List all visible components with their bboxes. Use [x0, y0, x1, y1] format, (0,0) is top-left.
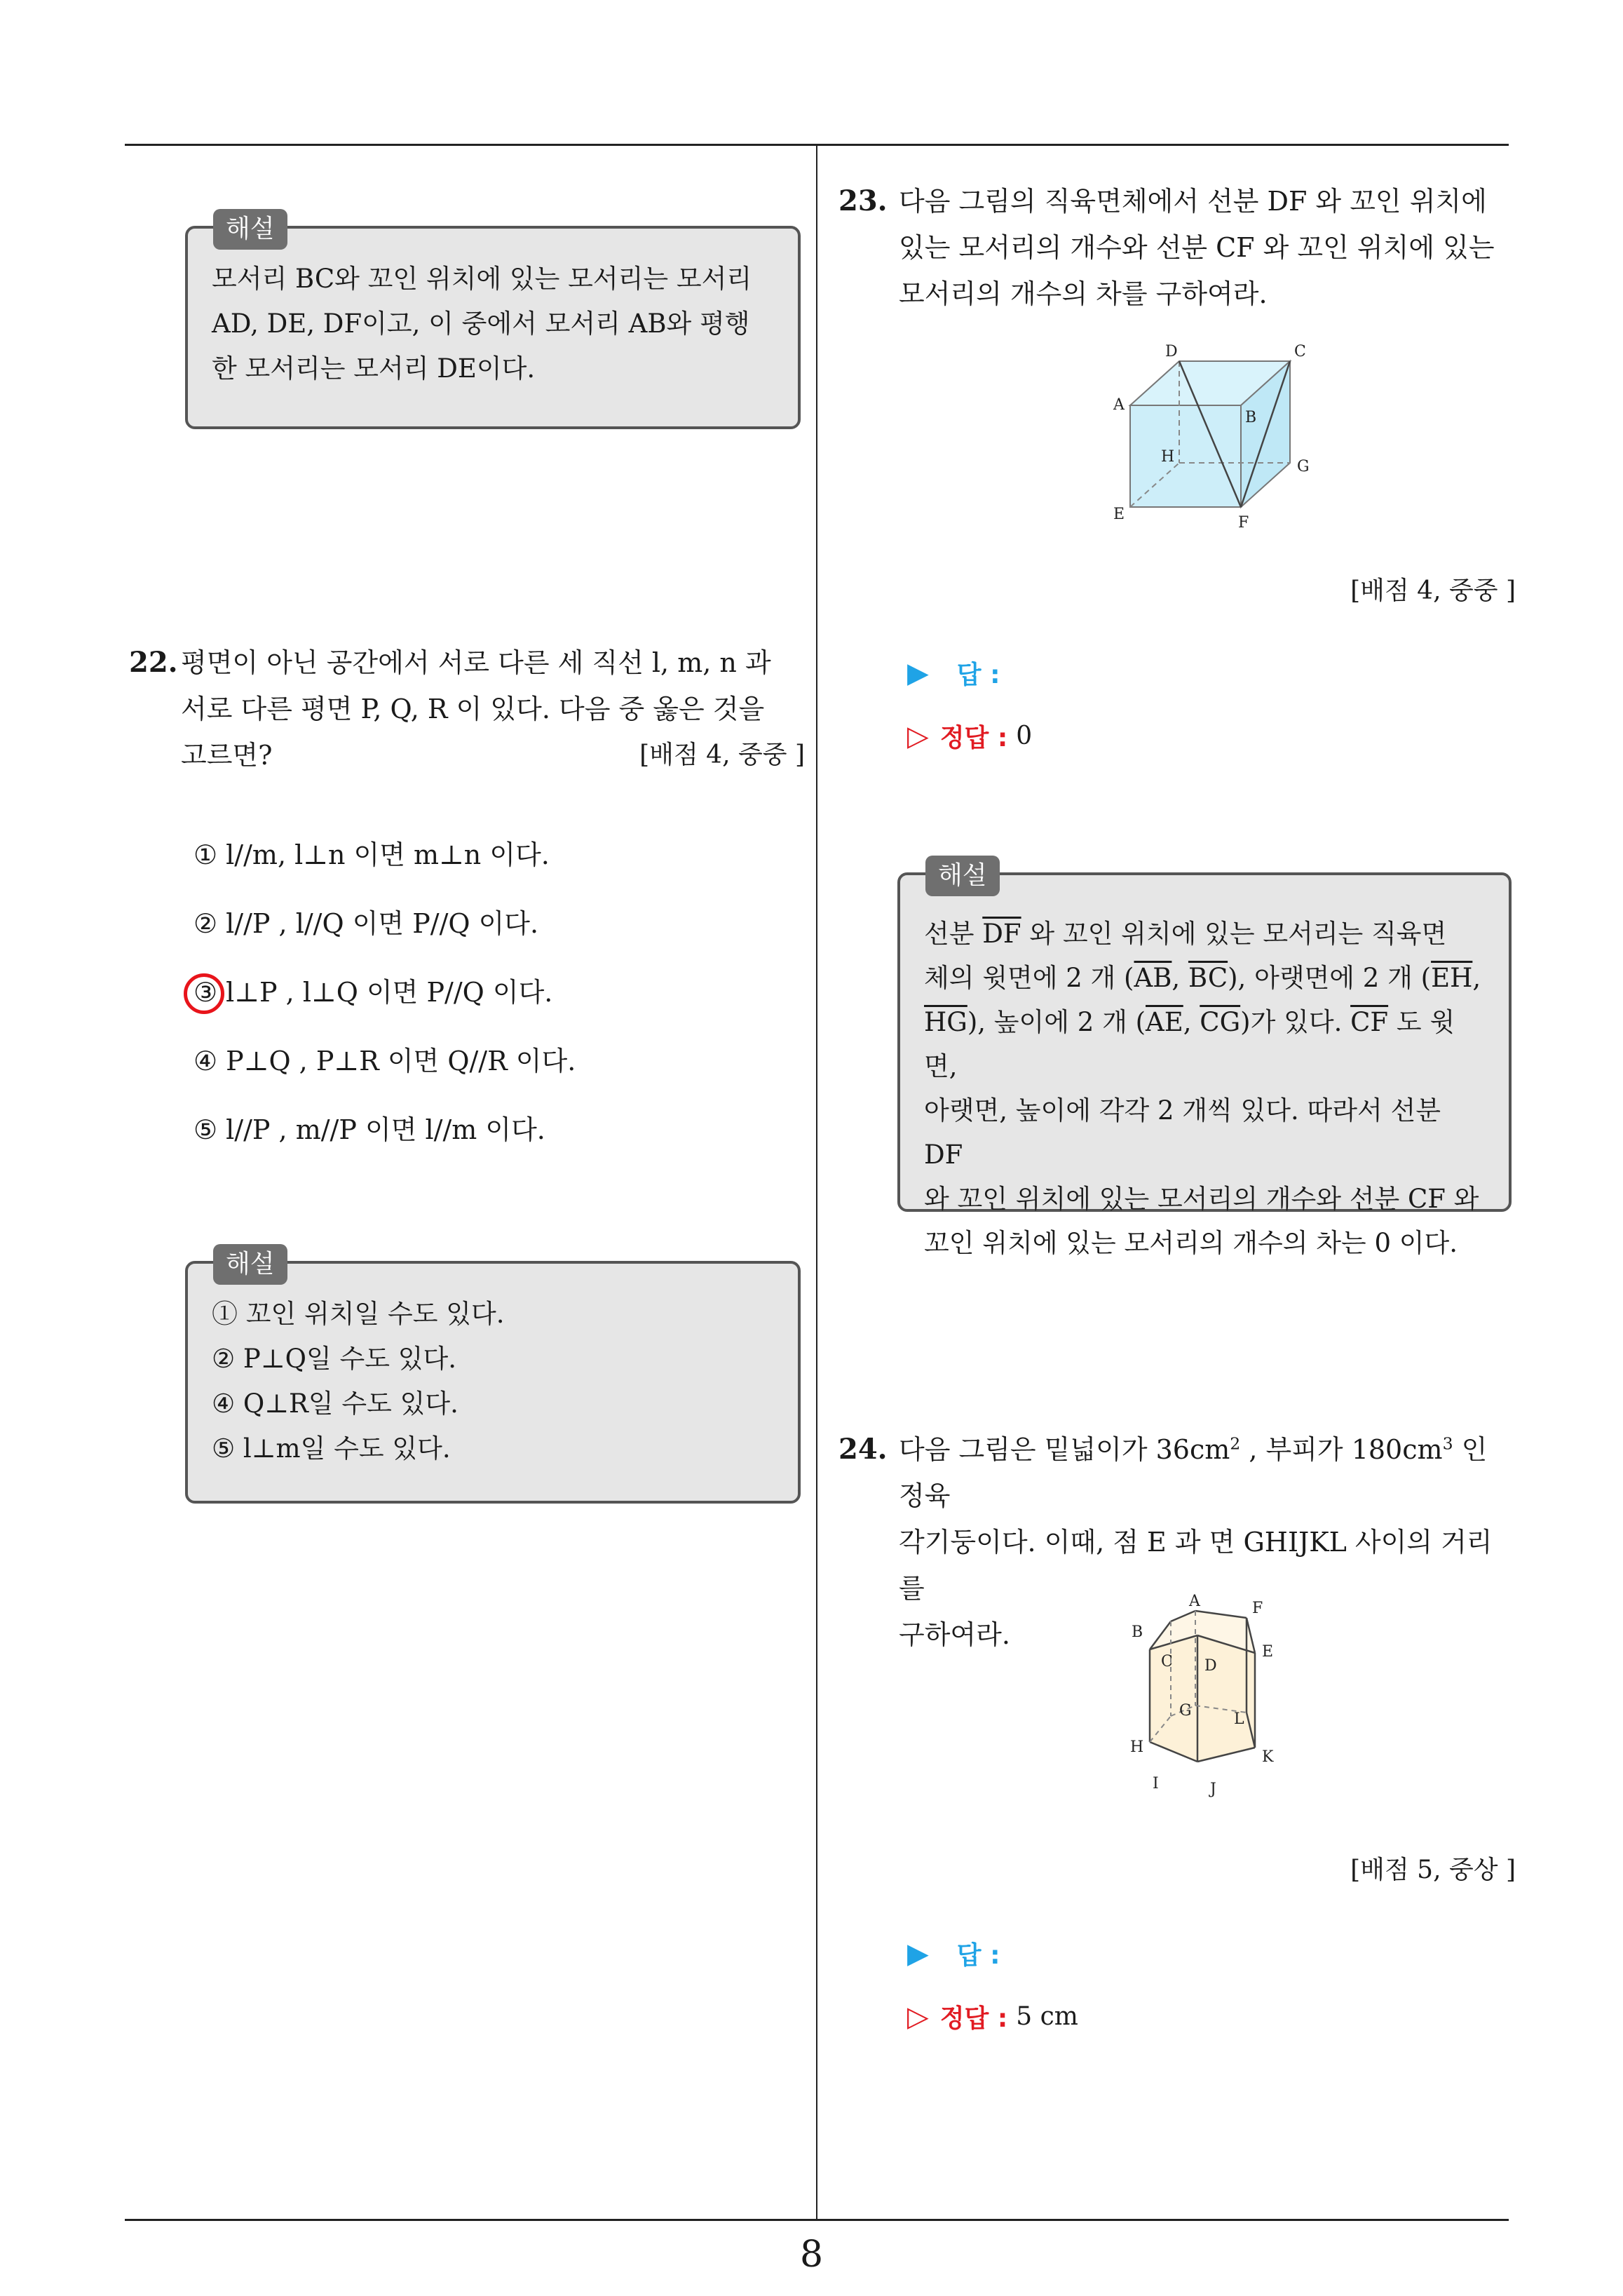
- column-divider: [816, 144, 817, 2220]
- vertex-label-H: H: [1130, 1738, 1144, 1756]
- explain-tab: 해설: [213, 209, 287, 250]
- page-number: 8: [799, 2234, 824, 2276]
- vertex-label-I: I: [1153, 1775, 1159, 1792]
- explain-line: ④ Q⊥R일 수도 있다.: [212, 1389, 459, 1419]
- text: ), 아랫면에 2 개 (: [1228, 963, 1432, 993]
- vertex-label-H: H: [1161, 448, 1175, 466]
- score-label: [배점 4, 중중 ]: [639, 741, 805, 769]
- question-number: 23.: [838, 184, 888, 217]
- answer-label: 답 :: [956, 1941, 1000, 1970]
- text: ,: [1172, 963, 1188, 993]
- explain-line: 와 꼬인 위치에 있는 모서리의 개수와 선분 CF 와: [924, 1184, 1479, 1214]
- explain-line: 모서리 BC와 꼬인 위치에 있는 모서리는 모서리: [212, 264, 752, 294]
- question-line: 각기둥이다. 이때, 점 E 과 면 GHIJKL 사이의 거리를: [899, 1527, 1493, 1604]
- question-line-with-score: [181, 732, 805, 778]
- bottom-rule: [125, 2219, 1509, 2221]
- answer-row: [907, 655, 1000, 691]
- vertex-label-D: D: [1204, 1657, 1217, 1675]
- vertex-label-D: D: [1165, 343, 1178, 360]
- question-number: 24.: [838, 1433, 888, 1466]
- explain-line: ⑤ l⊥m일 수도 있다.: [212, 1433, 451, 1464]
- correct-label: 정답 :: [939, 2004, 1008, 2033]
- explain-line: [924, 1000, 1488, 1088]
- explain-line: ② P⊥Q일 수도 있다.: [212, 1344, 456, 1374]
- text: , 부피가 180cm: [1240, 1434, 1443, 1465]
- question-line: 있는 모서리의 개수와 선분 CF 와 꼬인 위치에 있는: [899, 232, 1495, 263]
- explain-line: [924, 912, 1488, 956]
- question-number: 22.: [129, 646, 178, 679]
- explain-line: 한 모서리는 모서리 DE이다.: [212, 353, 536, 384]
- text: 인 정육: [899, 1434, 1488, 1511]
- segment-CG: $\overline{CG}$: [1200, 1007, 1241, 1037]
- correct-value: 0: [1016, 722, 1033, 750]
- question-line: 모서리의 개수의 차를 구하여라.: [899, 278, 1268, 309]
- segment-CF: $\overline{CF}$: [1350, 1007, 1389, 1037]
- vertex-label-E: E: [1113, 506, 1125, 523]
- score-label: [배점 5, 중상 ]: [1350, 1856, 1516, 1884]
- correct-label: 정답 :: [939, 724, 1008, 752]
- explain-line: 아랫면, 높이에 각각 2 개씩 있다. 따라서 선분 DF: [924, 1095, 1441, 1170]
- segment-DF: $\overline{DF}$: [982, 919, 1021, 949]
- choice-list: [193, 821, 796, 1164]
- vertex-label-C: C: [1294, 343, 1306, 360]
- vertex-label-B: B: [1245, 409, 1257, 426]
- vertex-label-A: A: [1113, 396, 1125, 414]
- vertex-label-B: B: [1132, 1623, 1143, 1641]
- choice-2[interactable]: ② l//P , l//Q 이면 P//Q 이다.: [193, 908, 539, 939]
- question-line: 고르면?: [181, 740, 273, 771]
- text: 도 윗면,: [924, 1007, 1455, 1081]
- question-line: 다음 그림의 직육면체에서 선분 DF 와 꼬인 위치에: [899, 186, 1487, 217]
- question-line: [899, 1426, 1516, 1519]
- question-23-text: [899, 178, 1516, 317]
- explain-line: 꼬인 위치에 있는 모서리의 개수의 차는 0 이다.: [924, 1228, 1458, 1258]
- correct-answer-row: [907, 718, 1032, 754]
- explain-box-q22: [185, 1250, 801, 1504]
- choice-4[interactable]: ④ P⊥Q , P⊥R 이면 Q//R 이다.: [193, 1046, 576, 1076]
- text: ), 높이에 2 개 (: [967, 1007, 1146, 1037]
- segment-BC: $\overline{BC}$: [1188, 963, 1228, 993]
- choice-5[interactable]: ⑤ l//P , m//P 이면 l//m 이다.: [193, 1114, 545, 1145]
- vertex-label-E: E: [1262, 1643, 1274, 1661]
- question-22-text: [181, 640, 805, 778]
- superscript: 2: [1230, 1433, 1241, 1454]
- question-line: 평면이 아닌 공간에서 서로 다른 세 직선 l, m, n 과: [181, 647, 771, 678]
- explain-line: AD, DE, DF이고, 이 중에서 모서리 AB와 평행: [212, 309, 750, 339]
- explain-box-q23: [897, 861, 1512, 1258]
- choice-1[interactable]: ① l//m, l⊥n 이면 m⊥n 이다.: [193, 839, 550, 870]
- vertex-label-L: L: [1234, 1710, 1244, 1728]
- text: )가 있다.: [1240, 1007, 1351, 1037]
- segment-HG: $\overline{HG}$: [924, 1007, 967, 1037]
- text: 와 꼬인 위치에 있는 모서리는 직육면: [1021, 919, 1447, 949]
- cuboid-figure: [1101, 337, 1311, 540]
- text: 선분: [924, 919, 983, 949]
- explain-tab: 해설: [213, 1244, 287, 1285]
- segment-AE: $\overline{AE}$: [1146, 1007, 1183, 1037]
- answer-label: 답 :: [956, 661, 1000, 689]
- text: ,: [1472, 963, 1481, 993]
- correct-arrow-icon: ▷: [907, 720, 929, 752]
- question-line: 서로 다른 평면 P, Q, R 이 있다. 다음 중 옳은 것을: [181, 694, 765, 724]
- question-line: 구하여라.: [899, 1619, 1010, 1650]
- vertex-label-A: A: [1189, 1593, 1200, 1610]
- superscript: 3: [1442, 1433, 1453, 1454]
- vertex-label-K: K: [1262, 1748, 1274, 1766]
- explain-line: ① 꼬인 위치일 수도 있다.: [212, 1299, 505, 1329]
- text: 체의 윗면에 2 개 (: [924, 963, 1134, 993]
- segment-EH: $\overline{EH}$: [1431, 963, 1473, 993]
- score-label: [배점 4, 중중 ]: [1350, 576, 1516, 605]
- vertex-label-F: F: [1238, 514, 1249, 532]
- vertex-label-C: C: [1161, 1653, 1173, 1670]
- vertex-label-G: G: [1297, 458, 1310, 475]
- correct-value: 5 cm: [1016, 2002, 1078, 2031]
- correct-arrow-icon: ▷: [907, 2000, 929, 2033]
- segment-AB: $\overline{AB}$: [1134, 963, 1172, 993]
- text: ,: [1183, 1007, 1200, 1037]
- explain-line: [924, 956, 1488, 1000]
- selected-answer-circle: [184, 973, 224, 1014]
- text: 다음 그림은 밑넓이가 36cm: [899, 1434, 1230, 1465]
- answer-row: [907, 1936, 1000, 1971]
- correct-answer-row: [907, 1999, 1078, 2034]
- answer-arrow-icon: ▶: [907, 656, 929, 689]
- vertex-label-J: J: [1210, 1781, 1216, 1798]
- explain-box-q21: [185, 215, 801, 429]
- explain-tab: 해설: [925, 856, 1000, 896]
- vertex-label-G: G: [1179, 1702, 1192, 1720]
- hexagonal-prism-figure: [1122, 1586, 1304, 1818]
- choice-3[interactable]: ③ l⊥P , l⊥Q 이면 P//Q 이다.: [193, 977, 553, 1008]
- vertex-label-F: F: [1252, 1600, 1263, 1617]
- answer-arrow-icon: ▶: [907, 1937, 929, 1970]
